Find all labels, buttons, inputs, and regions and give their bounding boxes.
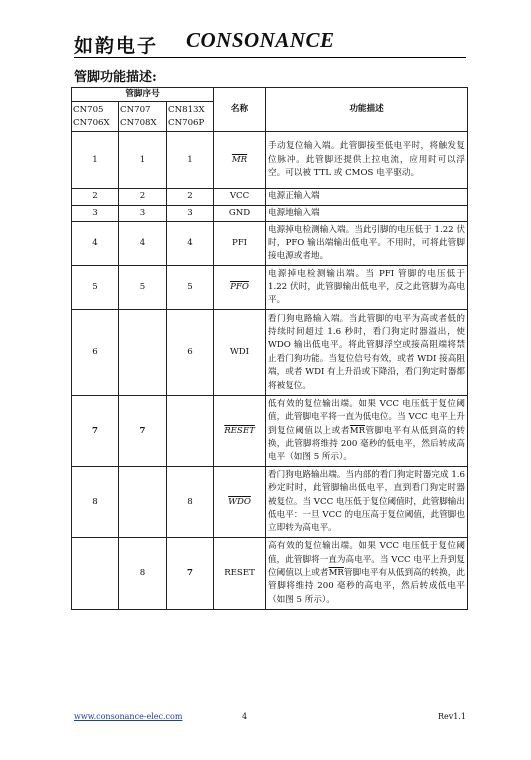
pin-cell: 5 bbox=[167, 266, 214, 310]
table-row bbox=[72, 189, 468, 205]
table-row bbox=[72, 467, 468, 538]
pin-cell: 5 bbox=[119, 266, 167, 310]
part-number-header: CN813X CN706P bbox=[167, 102, 214, 132]
table-row bbox=[72, 266, 468, 310]
description-column-header: 功能描述 bbox=[266, 88, 468, 132]
pin-cell: 5 bbox=[72, 266, 119, 310]
pin-description: 看门狗电路输出端。当内部的看门狗定时器完成 1.6 秒定时时，此管脚输出低电平，直到看门狗定时器被复位。当 VCC 电压低于复位阈值时，此管脚输出低电平：一旦 VCC 的电压高于复位阈值，此管脚也立即转为高电平。 bbox=[266, 467, 468, 538]
table-row bbox=[72, 222, 468, 266]
table-row bbox=[72, 132, 468, 189]
pin-cell: 8 bbox=[119, 538, 167, 610]
pin-description-table bbox=[71, 87, 468, 610]
pin-description: 手动复位输入端。此管脚接至低电平时，将触发复位脉冲。此管脚还提供上拉电流，应用时可以浮空。可以被 TTL 或 CMOS 电平驱动。 bbox=[266, 132, 468, 189]
pin-description: 低有效的复位输出端。如果 VCC 电压低于复位阈值，此管脚电平将一直为低电位。当 VCC 电平上升到复位阈值以上或者$\overline{MR}$管脚电平有从低到高的转换，此管脚将维持 200 毫秒的低电平，然后转成高电平（如图 5 所示）。 bbox=[266, 396, 468, 467]
pin-name: RESET bbox=[214, 538, 266, 610]
pin-name: PFI bbox=[214, 222, 266, 266]
pin-cell: 4 bbox=[119, 222, 167, 266]
pin-cell: 1 bbox=[72, 132, 119, 189]
pin-cell: 7 bbox=[167, 538, 214, 610]
mr-inline-label: $\overline{MR}$ bbox=[349, 425, 366, 436]
pin-cell bbox=[72, 538, 119, 610]
pin-cell: 2 bbox=[119, 189, 167, 205]
pin-cell: 6 bbox=[167, 310, 214, 396]
table-row bbox=[72, 205, 468, 221]
pin-cell: 6 bbox=[72, 310, 119, 396]
pin-name-cell bbox=[214, 396, 266, 467]
table-row bbox=[72, 538, 468, 610]
table-row bbox=[72, 396, 468, 467]
pin-description: 电源掉电检测输入端。当此引脚的电压低于 1.22 伏时，PFO 输出端输出低电平。不用时，可将此管脚接电源或者地。 bbox=[266, 222, 468, 266]
brand-logo-text: CONSONANCE bbox=[186, 28, 335, 52]
brand-chinese-name: 如韵电子 bbox=[74, 35, 159, 57]
table-row bbox=[72, 310, 468, 396]
pin-cell: 3 bbox=[167, 205, 214, 221]
part-number-header: CN705 CN706X bbox=[72, 102, 119, 132]
pin-description: 高有效的复位输出端。如果 VCC 电压低于复位阈值，此管脚将一直为高电平。当 VCC 电平上升到复位阈值以上或者$\overline{MR}$管脚电平有从低到高的转换，此管脚将维持 200 毫秒的高电平，然后转成低电平（如图 5 所示）。 bbox=[266, 538, 468, 610]
pin-name: $\overline{WDO}$ bbox=[228, 496, 251, 507]
pin-cell: 7 bbox=[72, 396, 119, 467]
pin-description: 电源地输入端 bbox=[266, 205, 468, 221]
pin-cell: 8 bbox=[72, 467, 119, 538]
pin-name: WDI bbox=[214, 310, 266, 396]
pin-cell: 7 bbox=[119, 396, 167, 467]
header-divider bbox=[74, 57, 466, 58]
pin-description: 看门狗电路输入端。当此管脚的电平为高或者低的持续时间超过 1.6 秒时，看门狗定时器溢出，使 WDO 输出低电平。将此管脚浮空或接高阻端将禁止看门狗功能。当复位信号有效，或者 WDI 接高阻端，或者 WDI 有上升沿或下降沿，看门狗定时器都将被复位。 bbox=[266, 310, 468, 396]
pin-cell: 4 bbox=[72, 222, 119, 266]
page-number: 4 bbox=[242, 712, 248, 721]
section-title: 管脚功能描述: bbox=[74, 70, 157, 85]
pin-name: $\overline{PFO}$ bbox=[230, 282, 249, 293]
pin-name-cell bbox=[214, 132, 266, 189]
pin-cell: 3 bbox=[72, 205, 119, 221]
pin-description: 电源正输入端 bbox=[266, 189, 468, 205]
pin-name: GND bbox=[214, 205, 266, 221]
page-header bbox=[74, 28, 514, 57]
pin-cell: 4 bbox=[167, 222, 214, 266]
pin-cell bbox=[119, 467, 167, 538]
pin-description: 电源掉电检测输出端。当 PFI 管脚的电压低于 1.22 伏时，此管脚输出低电平，反之此管脚为高电平。 bbox=[266, 266, 468, 310]
pin-cell: 1 bbox=[167, 132, 214, 189]
pin-cell bbox=[119, 310, 167, 396]
revision-label: Rev1.1 bbox=[438, 712, 466, 721]
part-number-header: CN707 CN708X bbox=[119, 102, 167, 132]
pin-cell: 8 bbox=[167, 467, 214, 538]
pin-name-cell bbox=[214, 467, 266, 538]
website-link[interactable]: www.consonance-elec.com bbox=[74, 712, 183, 721]
pin-cell: 1 bbox=[119, 132, 167, 189]
pin-cell: 2 bbox=[72, 189, 119, 205]
pin-name: $\overline{MR}$ bbox=[231, 154, 248, 165]
mr-inline-label: $\overline{MR}$ bbox=[328, 568, 344, 579]
pin-name: VCC bbox=[214, 189, 266, 205]
pin-cell: 2 bbox=[167, 189, 214, 205]
pin-name: RESET bbox=[224, 425, 255, 436]
pin-cell: 3 bbox=[119, 205, 167, 221]
pin-name-cell bbox=[214, 266, 266, 310]
pin-cell bbox=[167, 396, 214, 467]
pin-number-group-header: 管脚序号 bbox=[72, 88, 214, 102]
name-column-header: 名称 bbox=[214, 88, 266, 132]
